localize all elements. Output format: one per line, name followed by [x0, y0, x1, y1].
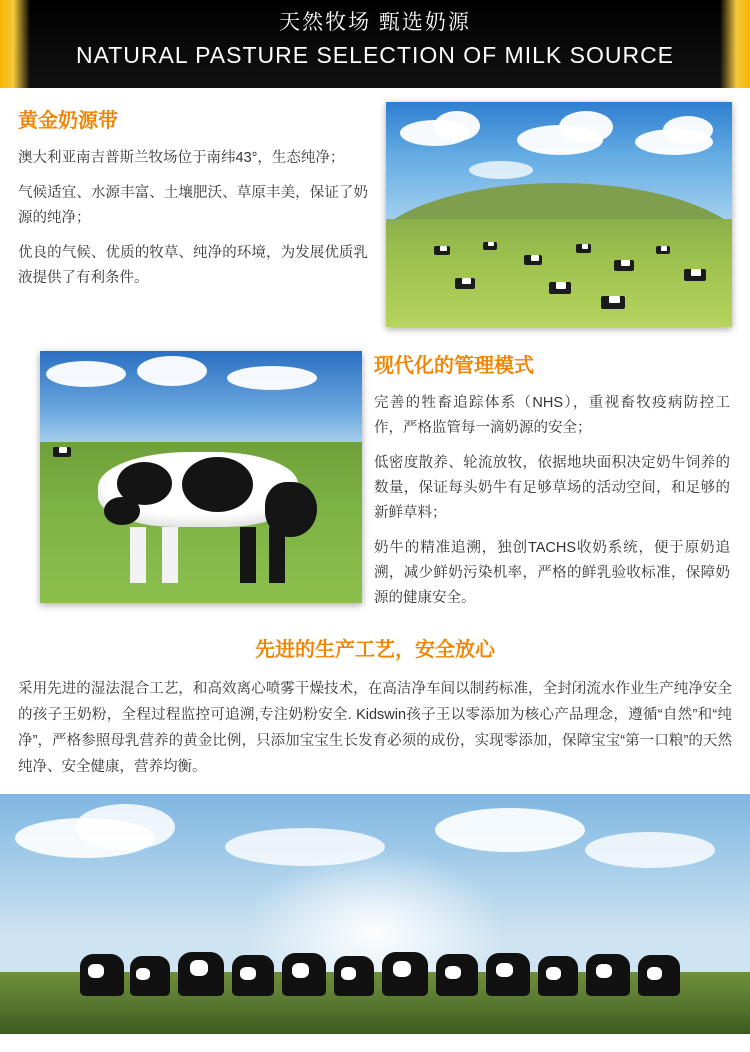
- grazing-cow: [524, 255, 542, 265]
- section2-paragraph-3: 奶牛的精准追溯，独创TACHS收奶系统，便于原奶追溯，减少鲜奶污染机率，严格的鲜乳验收标准，保障奶源的健康安全。: [374, 540, 730, 606]
- section2-paragraph-1: 完善的牲畜追踪体系（NHS），重视畜牧疫病防控工作，严格监管每一滴奶源的安全；: [374, 395, 730, 436]
- section1-paragraph-1: 澳大利亚南吉普斯兰牧场位于南纬43°，生态纯净；: [18, 150, 345, 166]
- cloud-shape: [663, 116, 713, 144]
- cow-patch: [190, 960, 208, 976]
- cow-patch: [240, 967, 256, 980]
- pasture-photo: [386, 102, 732, 327]
- cow-patch: [104, 497, 139, 525]
- header-title-en: NATURAL PASTURE SELECTION OF MILK SOURCE: [75, 42, 675, 68]
- dairy-cow-photo: [40, 351, 362, 603]
- cow-patch: [292, 963, 309, 978]
- grazing-cow: [455, 278, 475, 289]
- herd-cow: [282, 953, 326, 996]
- section2-text-block: [374, 353, 730, 621]
- section3-body: [0, 676, 750, 780]
- grazing-cow: [549, 282, 571, 294]
- cow-patch: [393, 961, 411, 977]
- section2-paragraph-2: 低密度散养、轮流放牧，依据地块面积决定奶牛饲养的数量，保证每头奶牛有足够草场的活动空间，和足够的新鲜草料；: [374, 455, 730, 521]
- herd-cow: [382, 952, 428, 996]
- bottom-herd-banner: [0, 794, 750, 1034]
- cow-patch: [596, 964, 612, 978]
- herd-cow: [80, 954, 124, 996]
- section3-paragraph-1: 采用先进的湿法混合工艺，和高效离心喷雾干燥技术，在高洁净车间以制药标准，全封闭流水作业生产纯净安全的孩子王奶粉，全程过程监控可追溯,专注奶粉安全.: [18, 681, 732, 723]
- cow-patch: [647, 967, 662, 980]
- cow-leg: [162, 527, 178, 582]
- cow-leg: [269, 527, 285, 582]
- cow-leg: [240, 527, 256, 582]
- cow-patch: [445, 966, 461, 979]
- cow-leg: [130, 527, 146, 582]
- herd-cow: [436, 954, 478, 996]
- cow-patch: [182, 457, 253, 512]
- cow-patch: [136, 968, 150, 980]
- grazing-cow: [614, 260, 634, 271]
- herd-cow: [638, 955, 680, 996]
- section-modern-management: [0, 343, 750, 623]
- background-cow: [53, 447, 71, 457]
- cloud-shape: [137, 356, 207, 386]
- section3-paragraph-2: Kidswin孩子王以零添加为核心产品理念，遵循“自然”和“纯净”，严格参照母乳营养的黄金比例，只添加宝宝生长发育必须的成份，实现零添加，保障宝宝“第一口粮”的天然纯净、安全健康，营养均衡。: [18, 707, 733, 775]
- cloud-shape: [227, 366, 317, 390]
- cow-patch: [88, 964, 104, 978]
- herd-cow: [538, 956, 578, 996]
- herd-cow: [334, 956, 374, 996]
- grazing-cow: [483, 242, 497, 250]
- section1-paragraph-3: 优良的气候、优质的牧草、纯净的环境，为发展优质乳液提供了有利条件。: [18, 245, 368, 286]
- cloud-shape: [75, 804, 175, 850]
- grazing-cow: [576, 244, 591, 253]
- grazing-cow: [684, 269, 706, 281]
- section2-title: 现代化的管理模式: [374, 355, 534, 377]
- section-advanced-process: [0, 623, 750, 794]
- herd-cow: [232, 955, 274, 996]
- cow-patch: [341, 967, 356, 980]
- cloud-shape: [469, 161, 533, 179]
- section3-title: 先进的生产工艺，安全放心: [255, 639, 495, 661]
- header-title-cn: 天然牧场 甄选奶源: [279, 11, 471, 34]
- header-inner: [0, 0, 750, 72]
- cloud-shape: [225, 828, 385, 866]
- herd-cow: [586, 954, 630, 996]
- section-golden-milk-belt: [0, 88, 750, 343]
- page-header: [0, 0, 750, 88]
- grazing-cow: [434, 246, 450, 255]
- section1-title: 黄金奶源带: [18, 110, 118, 132]
- herd-cow: [130, 956, 170, 996]
- section1-text-block: [18, 108, 368, 301]
- herd-cow: [178, 952, 224, 996]
- herd-cow: [486, 953, 530, 996]
- grazing-cow: [656, 246, 670, 254]
- section1-paragraph-2: 气候适宜、水源丰富、土壤肥沃、草原丰美，保证了奶源的纯净；: [18, 185, 368, 226]
- photo-field: [386, 219, 732, 327]
- cow-patch: [496, 963, 513, 977]
- cow-patch: [546, 967, 561, 980]
- grazing-cow: [601, 296, 625, 309]
- cloud-shape: [559, 111, 613, 143]
